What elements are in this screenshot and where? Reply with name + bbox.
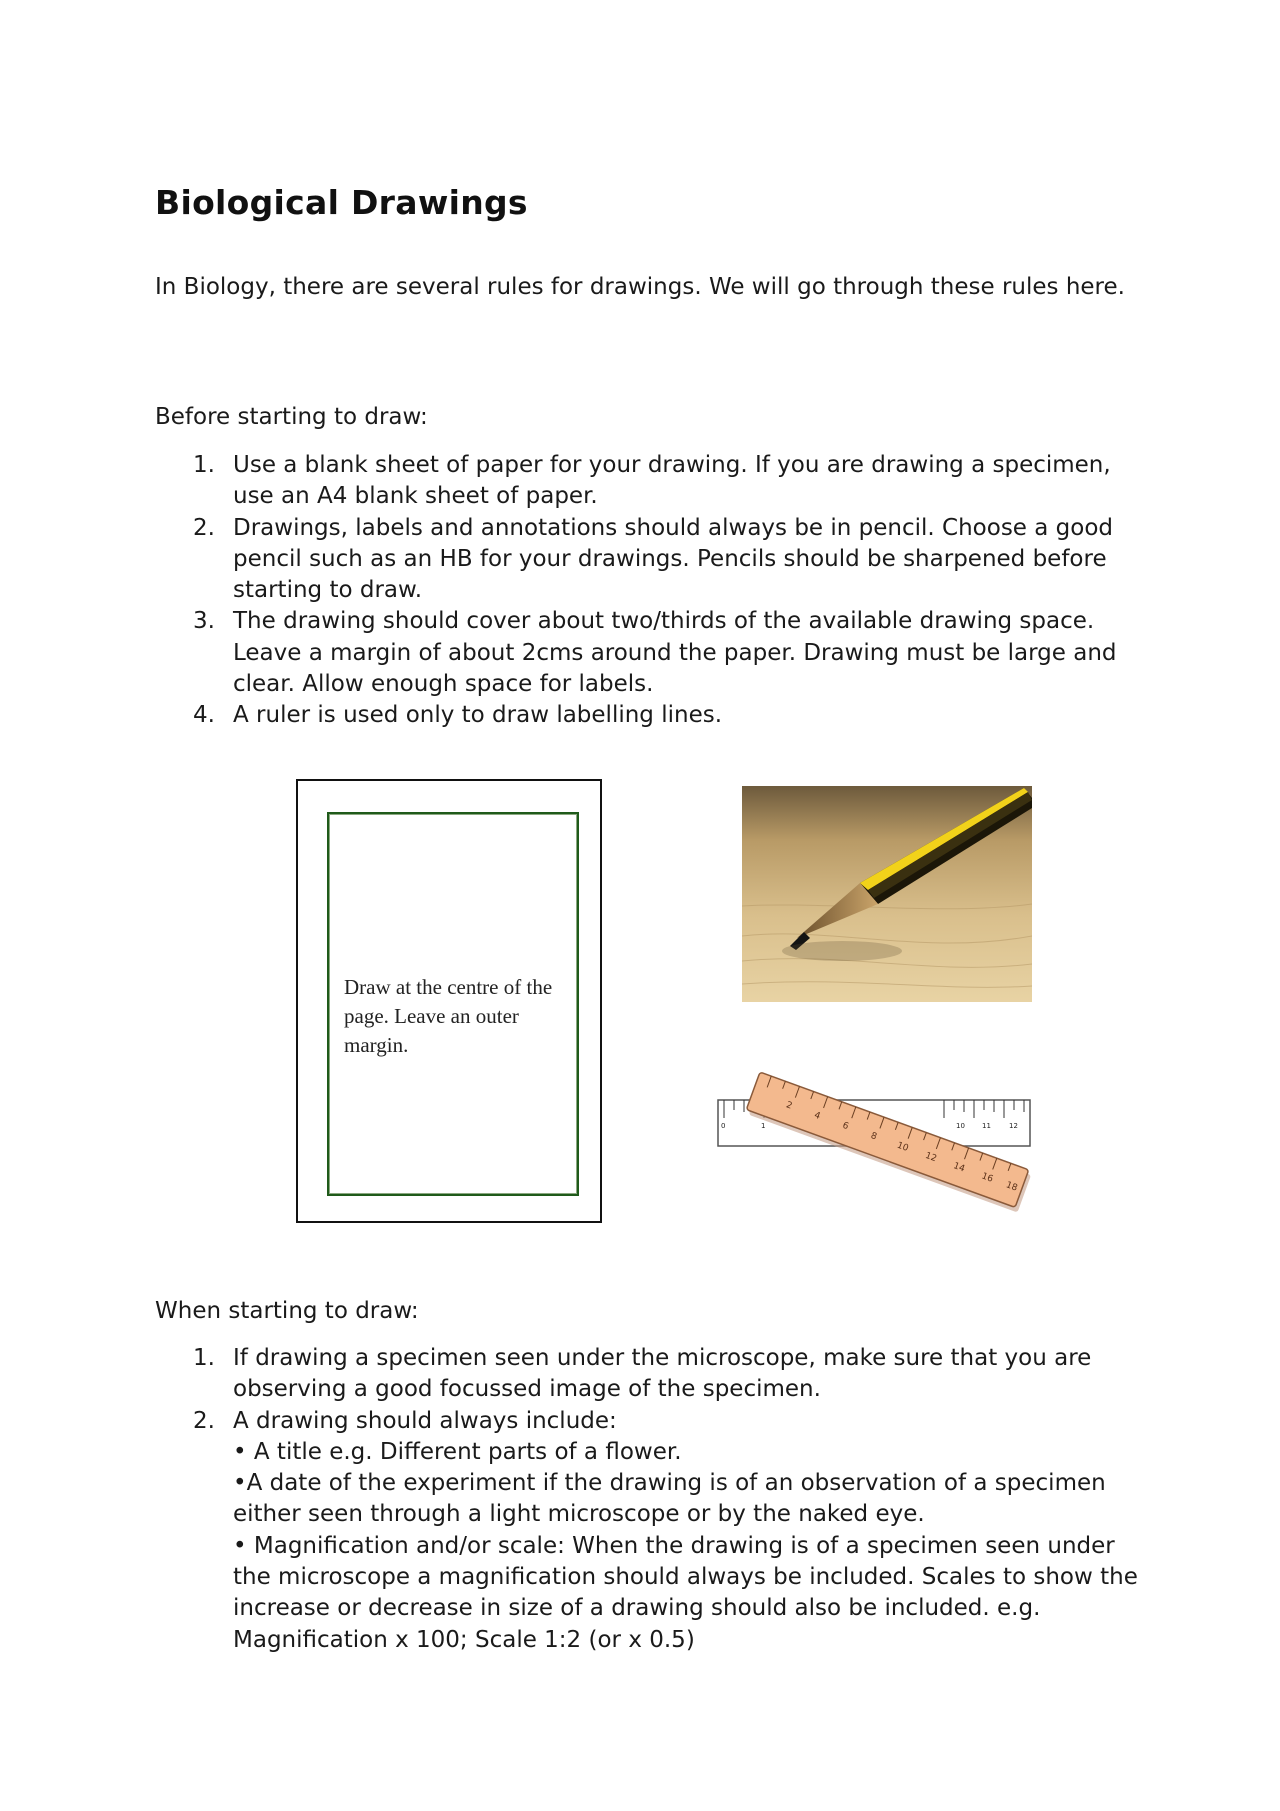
list-number: 4.: [193, 702, 215, 729]
list-item-text: The drawing should cover about two/thirds of the available drawing space. Leave a margin of about 2cms around the paper. Drawing must be large and clear. Allow enough space for labels.: [233, 608, 1117, 698]
intro-paragraph: In Biology, there are several rules for drawings. We will go through these rules here.: [155, 274, 1125, 300]
page-margin-figure: [296, 779, 602, 1223]
list-item-text: Use a blank sheet of paper for your drawing. If you are drawing a specimen, use an A4 blank sheet of paper.: [233, 452, 1111, 510]
ruler-label: 16: [980, 1171, 995, 1185]
ruler-label: 12: [1009, 1122, 1018, 1130]
ruler-label: 10: [956, 1122, 965, 1130]
list-item-text: If drawing a specimen seen under the microscope, make sure that you are observing a good focussed image of the specimen.: [233, 1345, 1092, 1403]
list-number: 2.: [193, 514, 215, 541]
ruler-label: 10: [895, 1140, 910, 1154]
bullet-item: • Magnification and/or scale: When the drawing is of a specimen seen under the microscope a magnification should always be included. Scales to show the increase or decrease in size of a drawing should also be included. e.g. Magnification x 100; Scale 1:2 (or x 0.5): [233, 1532, 1138, 1653]
ruler-label: 2: [784, 1100, 794, 1112]
list-item: [155, 1343, 1155, 1406]
ruler-label: 0: [721, 1122, 726, 1130]
margin-figure-caption: Draw at the centre of the page. Leave an outer margin.: [344, 975, 553, 1057]
list-number: 1.: [193, 452, 215, 478]
before-drawing-list: [155, 450, 1155, 732]
list-item-text: A drawing should always include:: [233, 1407, 617, 1434]
ruler-label: 1: [761, 1122, 766, 1130]
list-item: [155, 1406, 1155, 1656]
ruler-label: 14: [951, 1161, 967, 1175]
ruler-label: 18: [1004, 1180, 1019, 1194]
list-item-text: Drawings, labels and annotations should always be in pencil. Choose a good pencil such as an HB for your drawings. Pencils should be sharpened before starting to draw.: [233, 514, 1114, 604]
ruler-label: 11: [982, 1122, 991, 1130]
when-drawing-heading: When starting to draw:: [155, 1298, 419, 1324]
bullet-item: •A date of the experiment if the drawing is of an observation of a specimen either seen through a light microscope or by the naked eye.: [233, 1470, 1106, 1528]
list-number: 2.: [193, 1407, 215, 1434]
list-item: [155, 450, 1155, 513]
page-title: Biological Drawings: [155, 183, 528, 222]
ruler-illustration: [714, 1062, 1046, 1220]
ruler-label: 6: [840, 1120, 850, 1133]
ruler-label: 8: [869, 1131, 878, 1143]
before-drawing-heading: Before starting to draw:: [155, 404, 428, 430]
drawing-area-frame: [327, 812, 579, 1196]
list-item: [155, 513, 1155, 607]
list-number: 3.: [193, 608, 215, 635]
ruler-label: 12: [923, 1150, 938, 1165]
ruler-label: 4: [812, 1110, 822, 1122]
list-item: [155, 606, 1155, 700]
when-drawing-list: [155, 1343, 1155, 1656]
list-item-text: A ruler is used only to draw labelling lines.: [233, 702, 723, 729]
list-number: 1.: [193, 1345, 215, 1371]
pencil-photo: [742, 786, 1032, 1002]
bullet-item: • A title e.g. Different parts of a flower.: [233, 1438, 682, 1465]
list-item: [155, 700, 1155, 731]
